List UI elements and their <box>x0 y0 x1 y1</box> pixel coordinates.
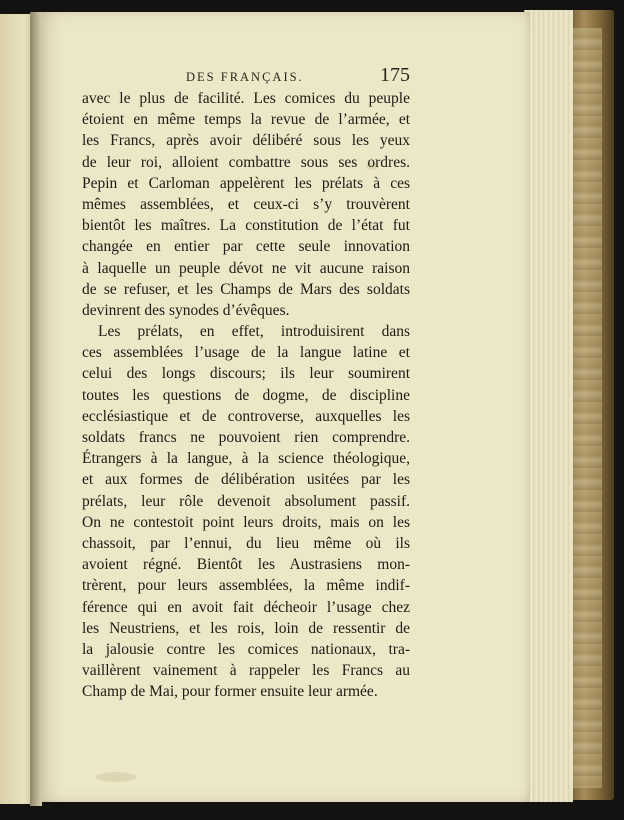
text-line: prélats, leur rôle devenoit absolument passif. <box>82 492 410 510</box>
text-line: les Francs, après avoir délibéré sous les yeux <box>82 132 410 150</box>
text-line: toutes les questions de dogme, de discipline <box>82 386 410 404</box>
text-line: trèrent, pour leurs assemblées, la même indif- <box>82 577 410 595</box>
text-line: On ne contestoit point leurs droits, mais on les <box>82 513 410 531</box>
text-line: devinrent des synodes d’évêques. <box>82 301 290 319</box>
text-line: étoient en même temps la revue de l’armée, et <box>82 111 410 129</box>
text-line: soldats francs ne pouvoient rien comprendre. <box>82 429 410 446</box>
text-line: ces assemblées l’usage de la langue latine et <box>82 344 410 362</box>
cover-edge-texture <box>572 28 602 788</box>
text-line: Les prélats, en effet, introduisirent dans <box>98 323 410 341</box>
text-line: changée en entier par cette seule innovation <box>82 238 410 256</box>
text-line: et aux formes de délibération usitées par les <box>82 471 410 489</box>
text-line: vaillèrent vainement à rappeler les Francs au <box>82 662 410 680</box>
text-line: Étrangers à la langue, à la science théologique, <box>82 450 410 468</box>
text-line: avec le plus de facilité. Les comices du peuple <box>82 90 410 107</box>
text-line: Champ de Mai, pour former ensuite leur armée. <box>82 683 378 701</box>
facing-page-edge <box>0 14 34 804</box>
text-line: les Neustriens, et les rois, loin de ressentir de <box>82 619 410 637</box>
running-head <box>36 64 530 88</box>
text-line: férence qui en avoit fait décheoir l’usage chez <box>82 598 410 616</box>
text-line: chassoit, par l’ennui, du lieu même où ils <box>82 534 410 552</box>
text-line: de se refuser, et les Champs de Mars des soldats <box>82 280 410 298</box>
running-head-title: DES FRANÇAIS. <box>186 70 304 84</box>
text-line: bientôt les maîtres. La constitution de l’état fut <box>82 217 410 235</box>
text-line: ecclésiastique et de controverse, auxquelles les <box>82 407 410 425</box>
text-line: de leur roi, alloient combattre sous ses ordres. <box>82 153 410 171</box>
text-line: à laquelle un peuple dévot ne vit aucune raison <box>82 259 410 277</box>
text-line: celui des longs discours; ils leur soumirent <box>82 365 410 383</box>
page-number: 175 <box>380 64 410 86</box>
text-line: Pepin et Carloman appelèrent les prélats à ces <box>82 174 410 192</box>
book-gutter <box>30 12 42 806</box>
page-fore-edge <box>524 10 573 802</box>
text-line: mêmes assemblées, et ceux-ci s’y trouvèrent <box>82 195 410 213</box>
text-line: la jalousie contre les comices nationaux, tra- <box>82 640 410 658</box>
text-line: avoient régné. Bientôt les Austrasiens mon- <box>82 556 410 574</box>
body-text <box>82 88 410 702</box>
